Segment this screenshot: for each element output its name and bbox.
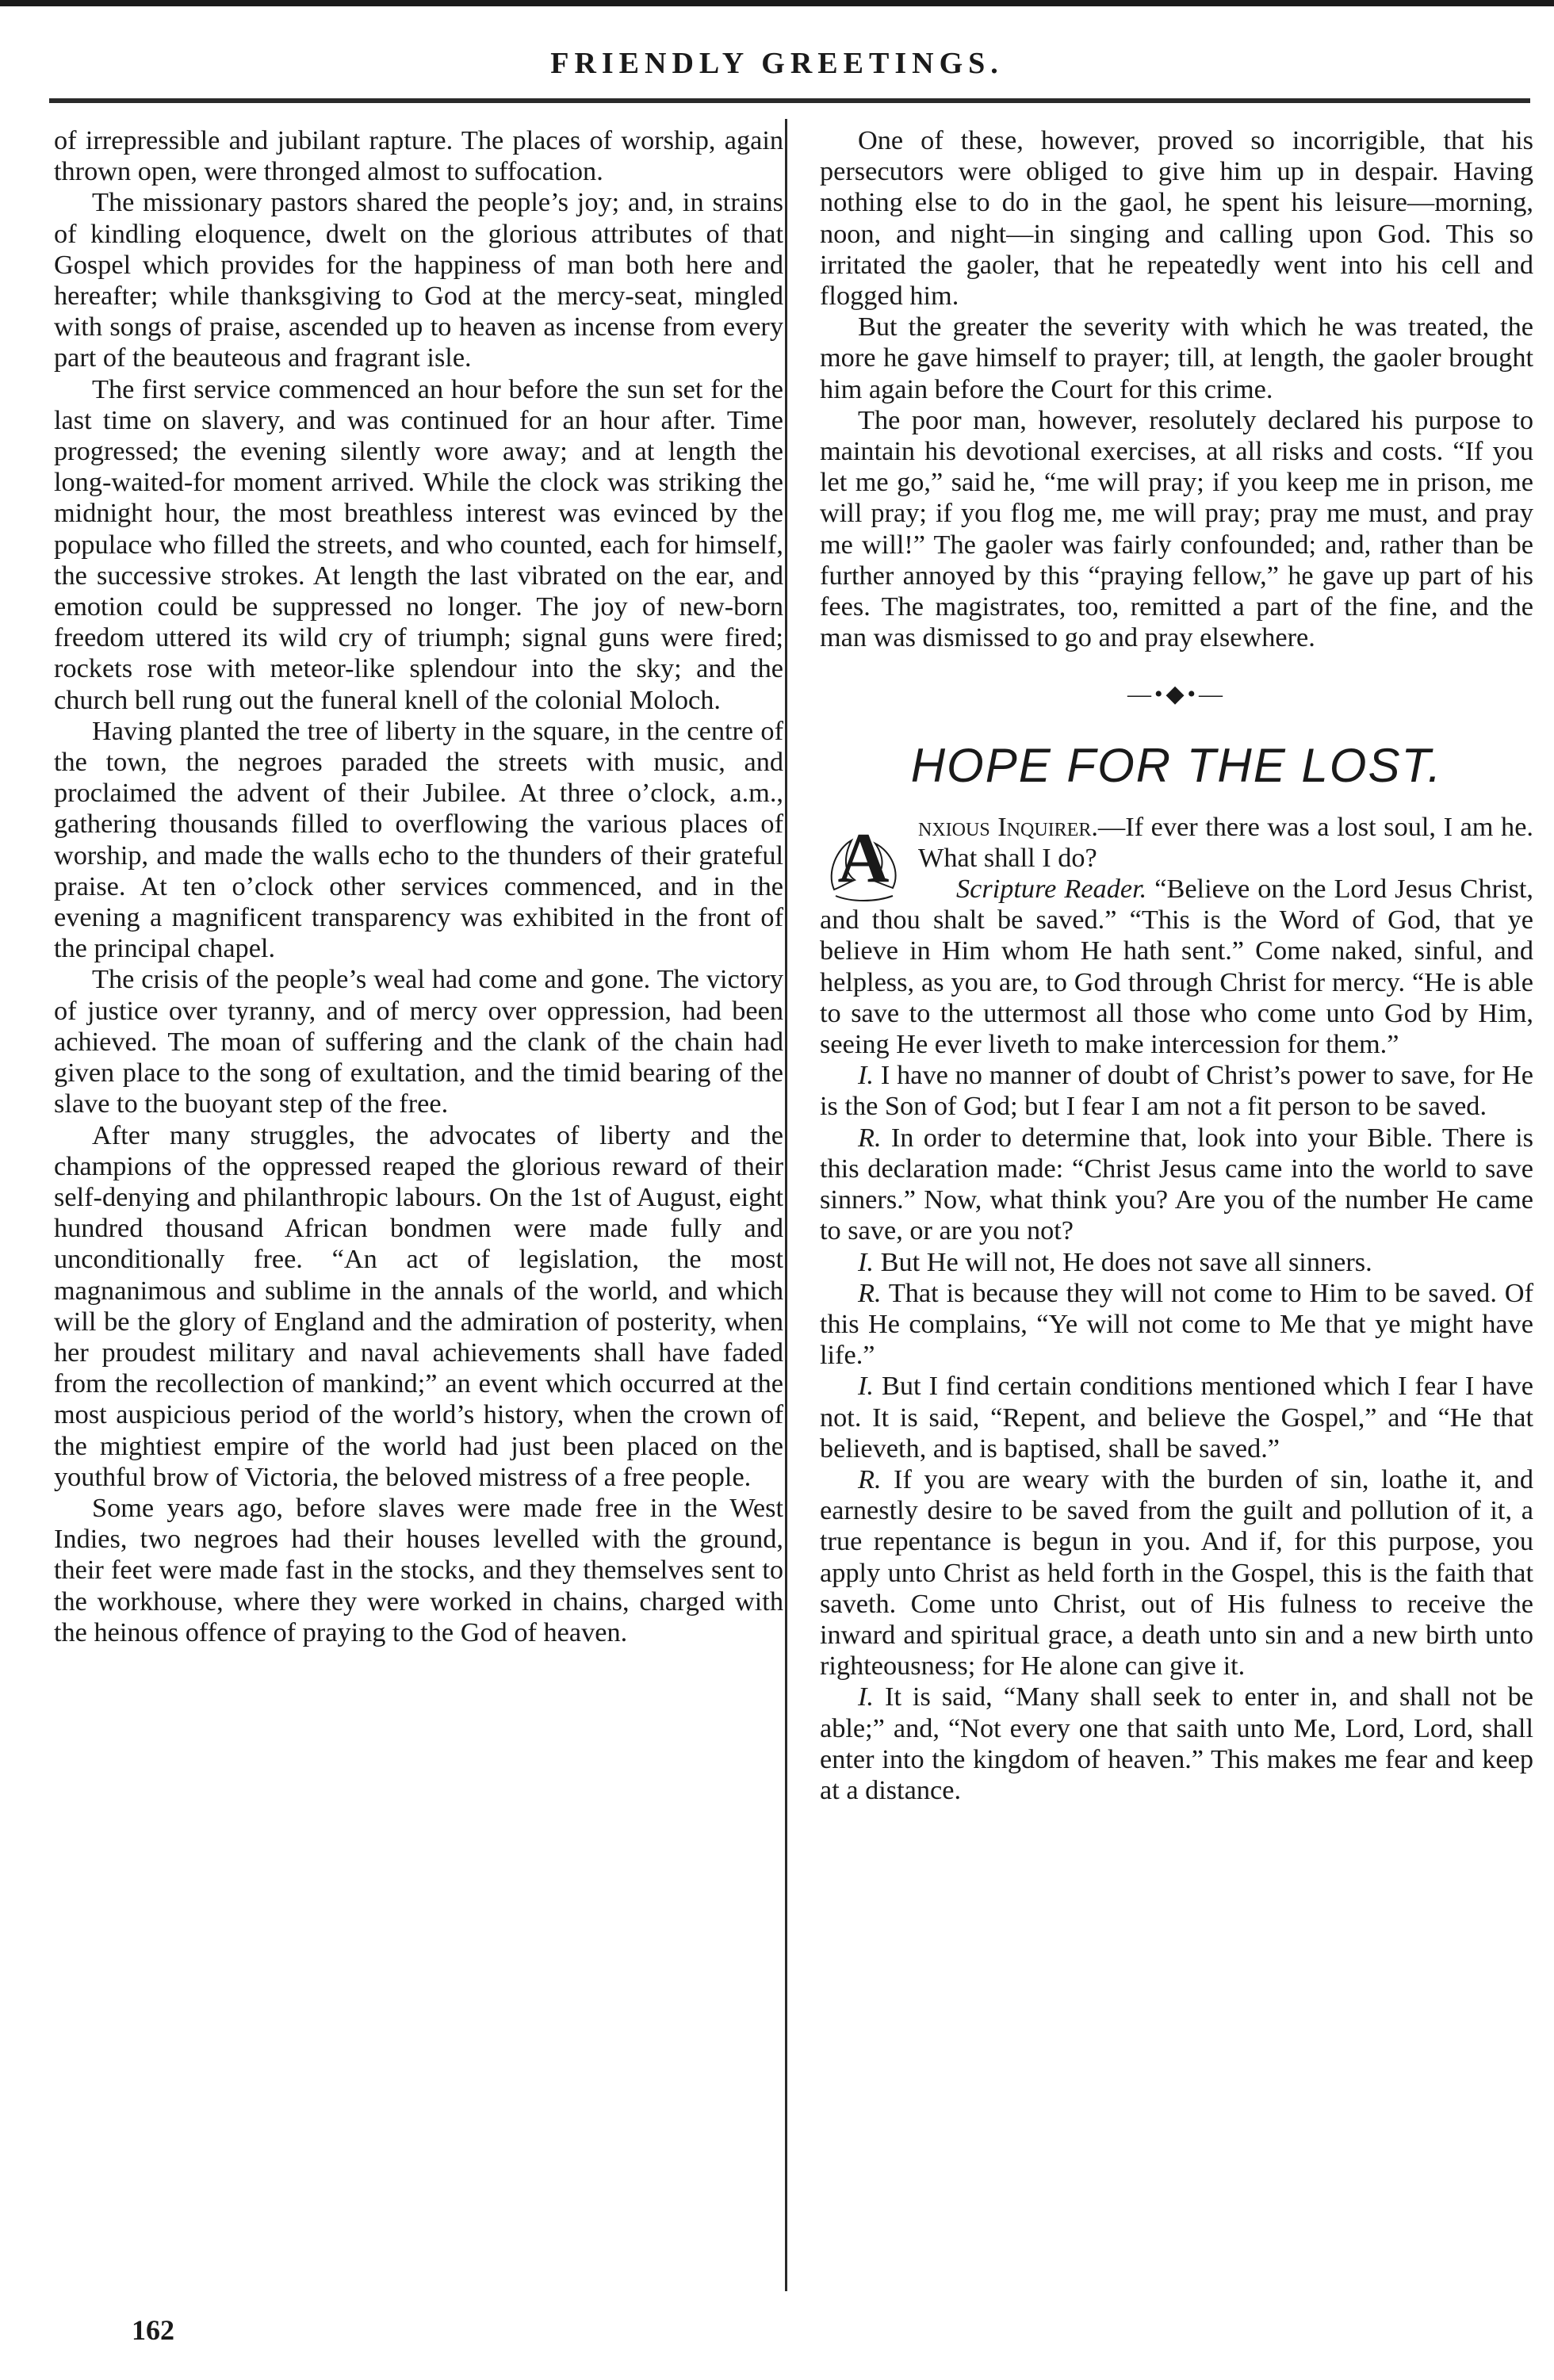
- column-divider: [785, 119, 787, 2291]
- reader-paragraph: [820, 874, 1533, 1060]
- reader-text: “Believe on the Lord Jesus Christ, and thou shalt be saved.” “This is the Word of God, that ye believe in Him whom He hath sent.” Come naked, sinful, and helpless, as you are, to God through Christ for mercy. “He is able to save to the uttermost all those who come unto God by Him, seeing He ever liveth to make intercession for them.”: [820, 874, 1533, 1060]
- speaker-text: But I find certain conditions mentioned which I fear I have not. It is said, “Repent, and believe the Gospel,” and “He that believeth, and is baptised, shall be saved.”: [820, 1371, 1533, 1464]
- speaker-text: In order to determine that, look into your Bible. There is this declaration made: “Christ Jesus came into the world to save sinners.” Now, what think you? Are you of the number He came to save, or are you not?: [820, 1122, 1533, 1246]
- dialogue-exchange: [820, 1464, 1533, 1682]
- drop-cap-letter: A: [837, 818, 890, 897]
- dialogue-exchange: [820, 1060, 1533, 1122]
- header-rule: [49, 98, 1530, 103]
- speaker-label: I.: [858, 1682, 874, 1712]
- page-number: 162: [132, 2314, 174, 2346]
- dialogue-exchange: [820, 1247, 1533, 1278]
- speaker-label: R.: [858, 1464, 882, 1494]
- left-paragraph: of irrepressible and jubilant rapture. The places of worship, again thrown open, were thronged almost to suffocation.: [54, 125, 783, 187]
- inquirer-text: —If ever there was a lost soul, I am he. What shall I do?: [918, 811, 1533, 873]
- dialogue-exchange: [820, 1682, 1533, 1806]
- reader-label: Scripture Reader.: [956, 874, 1147, 905]
- speaker-label: R.: [858, 1122, 882, 1153]
- inquirer-label: nxious Inquirer.: [918, 811, 1098, 842]
- dialogue-exchange: [820, 1371, 1533, 1464]
- speaker-text: But He will not, He does not save all sinners.: [874, 1246, 1372, 1277]
- speaker-label: R.: [858, 1277, 882, 1308]
- left-paragraph: The missionary pastors shared the people’s joy; and, in strains of kindling eloquence, dwelt on the glorious attributes of that Gospel which provides for the happiness of man both here and hereafter; while thanksgiving to God at the mercy-seat, mingled with songs of praise, ascended up to heaven as incense from every part of the beauteous and fragrant isle.: [54, 187, 783, 373]
- speaker-text: That is because they will not come to Him to be saved. Of this He complains, “Ye will not come to Me that ye might have life.”: [820, 1277, 1533, 1371]
- right-paragraph: But the greater the severity with which he was treated, the more he gave himself to prayer; till, at length, the gaoler brought him again before the Court for this crime.: [820, 312, 1533, 404]
- left-column: [54, 125, 783, 1648]
- speaker-label: I.: [858, 1371, 874, 1402]
- section-title: HOPE FOR THE LOST.: [910, 738, 1443, 792]
- dialogue-exchange: [820, 1123, 1533, 1247]
- speaker-text: I have no manner of doubt of Christ’s power to save, for He is the Son of God; but I fear I am not a fit person to be saved.: [820, 1060, 1533, 1122]
- left-paragraph: The first service commenced an hour before the sun set for the last time on slavery, and was continued for an hour after. Time progressed; the evening silently wore away; and at length the long-waited-for moment arrived. While the clock was striking the midnight hour, the most breathless interest was evinced by the populace who filled the streets, and who counted, each for himself, the successive strokes. At length the last vibrated on the ear, and emotion could be suppressed no longer. The joy of new-born freedom uttered its wild cry of triumph; signal guns were fired; rockets rose with meteor-like splendour into the sky; and the church bell rung out the funeral knell of the colonial Moloch.: [54, 373, 783, 715]
- top-border-rule: [0, 0, 1554, 6]
- right-paragraph: The poor man, however, resolutely declared his purpose to maintain his devotional exercises, at all risks and costs. “If you let me go,” said he, “me will pray; if you keep me in prison, me will pray; if you flog me, me will pray; pray me must, and pray me will!” The gaoler was fairly confounded; and, rather than be further annoyed by this “praying fellow,” he gave up part of his fees. The magistrates, too, remitted a part of the fine, and the man was dismissed to go and pray elsewhere.: [820, 404, 1533, 653]
- speaker-text: It is said, “Many shall seek to enter in, and shall not be able;” and, “Not every one that saith unto Me, Lord, Lord, shall enter into the kingdom of heaven.” This makes me fear and keep at a distance.: [820, 1682, 1533, 1805]
- running-head: FRIENDLY GREETINGS.: [550, 47, 1004, 80]
- right-paragraph: One of these, however, proved so incorrigible, that his persecutors were obliged to give him up in despair. Having nothing else to do in the gaol, he spent his leisure—morning, noon, and night—in singing and calling upon God. This so irritated the gaoler, that he repeatedly went into his cell and flogged him.: [820, 125, 1533, 312]
- speaker-label: I.: [858, 1246, 874, 1277]
- dialogue-exchange: [820, 1278, 1533, 1372]
- speaker-text: If you are weary with the burden of sin, loathe it, and earnestly desire to be saved from the guilt and pollution of it, a true repentance is begun in you. And if, for this purpose, you apply unto Christ as held forth in the Gospel, this is the faith that saveth. Come unto Christ, out of His fulness to receive the inward and spiritual grace, a death unto sin and a new birth unto righteousness; for He alone can give it.: [820, 1464, 1533, 1682]
- section-ornament: —•◆•—: [1127, 681, 1227, 708]
- drop-cap-ornament: [820, 817, 907, 904]
- left-paragraph: Some years ago, before slaves were made free in the West Indies, two negroes had their houses levelled with the ground, their feet were made fast in the stocks, and they themselves sent to the workhouse, where they were worked in chains, charged with the heinous offence of praying to the God of heaven.: [54, 1492, 783, 1647]
- left-paragraph: Having planted the tree of liberty in the square, in the centre of the town, the negroes paraded the streets with music, and proclaimed the advent of their Jubilee. At three o’clock, a.m., gathering thousands filled to overflowing the various places of worship, and made the walls echo to the thunders of their grateful praise. At ten o’clock other services commenced, and in the evening a magnificent transparency was exhibited in the front of the principal chapel.: [54, 715, 783, 964]
- speaker-label: I.: [858, 1060, 874, 1091]
- left-paragraph: After many struggles, the advocates of liberty and the champions of the oppressed reaped the glorious reward of their self-denying and philanthropic labours. On the 1st of August, eight hundred thousand African bondmen were made fully and unconditionally free. “An act of legislation, the most magnanimous and sublime in the annals of the world, and which will be the glory of England and the admiration of posterity, when her proudest military and naval achievements shall have faded from the recollection of mankind;” an event which occurred at the most auspicious period of the world’s history, when the crown of the mightiest empire of the world had just been placed on the youthful brow of Victoria, the beloved mistress of a free people.: [54, 1119, 783, 1492]
- left-paragraph: The crisis of the people’s weal had come and gone. The victory of justice over tyranny, and of mercy over oppression, had been achieved. The moan of suffering and the clank of the chain had given place to the song of exultation, and the timid bearing of the slave to the buoyant step of the free.: [54, 964, 783, 1119]
- right-column: [820, 125, 1533, 1806]
